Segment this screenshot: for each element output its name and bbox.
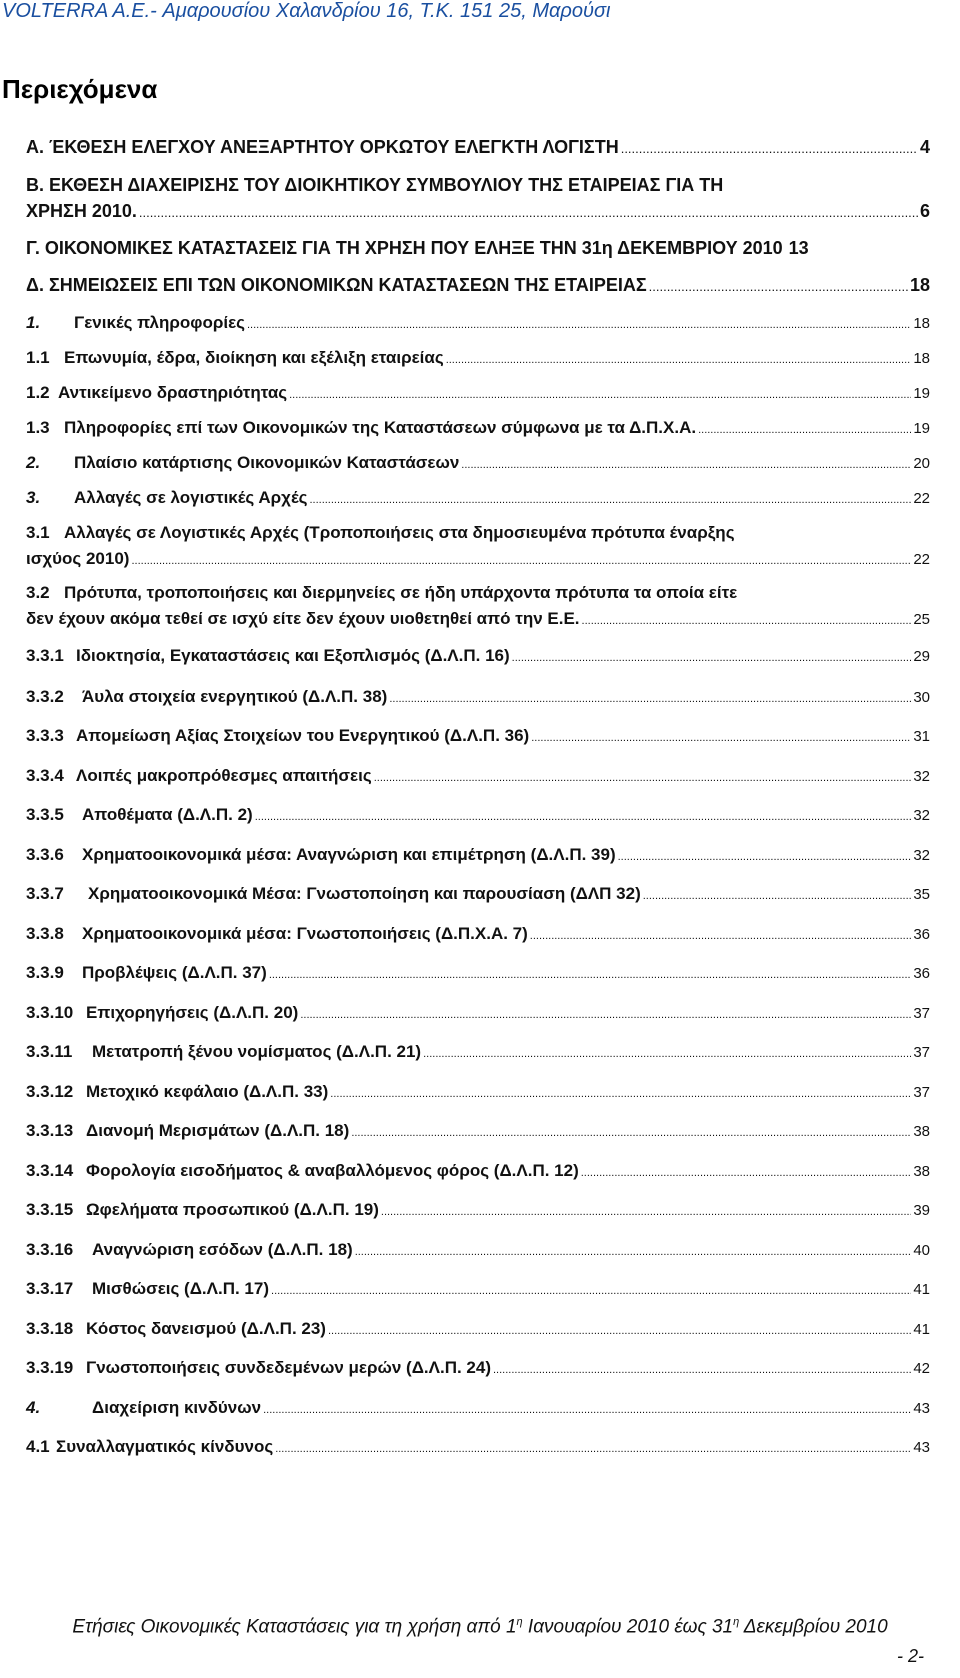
leader-dots (131, 548, 911, 574)
toc-page-number: 32 (913, 768, 930, 785)
toc-entry-text: Λοιπές μακροπρόθεσμες απαιτήσεις (76, 766, 372, 785)
leader-dots (309, 487, 911, 513)
toc-entry-number: 3. (26, 488, 41, 507)
toc-entry-3-3-10[interactable] (26, 1000, 930, 1028)
leader-dots (512, 645, 912, 671)
toc-page-number: 4 (919, 137, 930, 157)
toc-entry-number: 1. (26, 313, 41, 332)
toc-entry-number: 3.3.17 (26, 1279, 74, 1298)
toc-page-number: 22 (913, 551, 930, 568)
toc-entry-number: 3.3.12 (26, 1082, 74, 1101)
toc-entry-3-3-6[interactable] (26, 842, 930, 870)
toc-entry-text: Γενικές πληροφορίες (74, 313, 245, 332)
toc-entry-text: Γ. ΟΙΚΟΝΟΜΙΚΕΣ ΚΑΤΑΣΤΑΣΕΙΣ ΓΙΑ ΤΗ ΧΡΗΣΗ ΠΟΥ ΕΛΗΞΕ ΤΗΝ 31η ΔΕΚΕΜΒΡΙΟΥ 2010 (26, 238, 783, 258)
toc-entry-number: 3.3.13 (26, 1121, 74, 1140)
toc-entry-text: Χρηματοοικονομικά μέσα: Αναγνώριση και επιμέτρηση (Δ.Λ.Π. 39) (82, 845, 616, 864)
toc-entry-number: 1.2 (26, 383, 50, 402)
leader-dots (643, 883, 912, 909)
toc-entry-text-cont: ΧΡΗΣΗ 2010. (26, 201, 137, 221)
toc-entry-text: Άυλα στοιχεία ενεργητικού (Δ.Λ.Π. 38) (82, 687, 388, 706)
toc-entry-text: Πλαίσιο κατάρτισης Οικονομικών Καταστάσεων (74, 453, 460, 472)
page-title: Περιεχόμενα (2, 74, 158, 104)
leader-dots (530, 923, 912, 949)
footer-text-part3: Δεκεμβρίου 2010 (739, 1616, 888, 1638)
leader-dots (582, 608, 912, 634)
toc-page-number: 36 (913, 965, 930, 982)
leader-dots (275, 1436, 911, 1462)
page-number: - 2- (897, 1646, 924, 1666)
toc-page-number: 6 (919, 201, 930, 221)
toc-page-number: 38 (913, 1123, 930, 1140)
toc-page-number: 13 (788, 238, 809, 258)
toc-entry-b[interactable] (26, 172, 930, 226)
toc-entry-number: 3.3.4 (26, 766, 64, 785)
toc-entry-3-3-4[interactable] (26, 763, 930, 791)
toc-page-number: 35 (913, 886, 930, 903)
leader-dots (247, 312, 911, 338)
leader-dots (271, 1278, 911, 1304)
toc-entry-text: Επιχορηγήσεις (Δ.Λ.Π. 20) (86, 1003, 299, 1022)
toc-entry-text: Αναγνώριση εσόδων (Δ.Λ.Π. 18) (92, 1240, 353, 1259)
document-header: VOLTERRA A.E.- Αμαρουσίου Χαλανδρίου 16, Τ.Κ. 151 25, Μαρούσι (2, 0, 611, 22)
leader-dots (263, 1397, 911, 1423)
toc-entry-number: 3.3.15 (26, 1200, 74, 1219)
leader-dots (289, 382, 911, 408)
leader-dots (355, 1239, 912, 1265)
toc-entry-4[interactable] (26, 1395, 930, 1423)
toc-entry-text: Β. ΕΚΘΕΣΗ ΔΙΑΧΕΙΡΙΣΗΣ ΤΟΥ ΔΙΟΙΚΗΤΙΚΟΥ ΣΥΜΒΟΥΛΙΟΥ ΤΗΣ ΕΤΑΙΡΕΙΑΣ ΓΙΑ ΤΗ (26, 175, 724, 195)
toc-page-number: 22 (913, 490, 930, 507)
toc-entry-d[interactable] (26, 272, 930, 300)
toc-page-number: 18 (909, 275, 930, 295)
toc-entry-a[interactable] (26, 134, 930, 162)
toc-entry-2[interactable] (26, 450, 930, 478)
toc-entry-3-3-1[interactable] (26, 643, 930, 671)
leader-dots (621, 136, 918, 162)
toc-page-number: 19 (913, 420, 930, 437)
toc-entry-number: 2. (26, 453, 41, 472)
toc-page-number: 43 (913, 1400, 930, 1417)
toc-page-number: 37 (913, 1005, 930, 1022)
leader-dots (374, 765, 912, 791)
toc-entry-3-3-11[interactable] (26, 1039, 930, 1067)
leader-dots (581, 1160, 912, 1186)
toc-entry-text: Επωνυμία, έδρα, διοίκηση και εξέλιξη εταιρείας (64, 348, 444, 367)
toc-entry-3-1[interactable] (26, 520, 930, 574)
leader-dots (300, 1002, 911, 1028)
toc-entry-text: Χρηματοοικονομικά μέσα: Γνωστοποιήσεις (Δ.Π.Χ.Α. 7) (82, 924, 528, 943)
toc-entry-text: Δ. ΣΗΜΕΙΩΣΕΙΣ ΕΠΙ ΤΩΝ ΟΙΚΟΝΟΜΙΚΩΝ ΚΑΤΑΣΤΑΣΕΩΝ ΤΗΣ ΕΤΑΙΡΕΙΑΣ (26, 275, 647, 295)
toc-entry-1-3[interactable] (26, 415, 930, 443)
footer-text-part1: Ετήσιες Οικονομικές Καταστάσεις για τη χρήση από 1 (72, 1616, 517, 1638)
leader-dots (461, 452, 911, 478)
toc-entry-number: 3.1 (26, 523, 50, 542)
toc-entry-text: Προβλέψεις (Δ.Λ.Π. 37) (82, 963, 267, 982)
toc-entry-text-cont: δεν έχουν ακόμα τεθεί σε ισχύ είτε δεν έχουν υιοθετηθεί από την Ε.Ε. (26, 609, 580, 628)
toc-page-number: 32 (913, 807, 930, 824)
toc-entry-number: 3.3.1 (26, 646, 64, 665)
toc-entry-3-3-13[interactable] (26, 1118, 930, 1146)
toc-entry-text: Μετοχικό κεφάλαιο (Δ.Λ.Π. 33) (86, 1082, 329, 1101)
leader-dots (698, 417, 911, 443)
toc-entry-3-3-16[interactable] (26, 1237, 930, 1265)
leader-dots (618, 844, 912, 870)
toc-entry-text: Κόστος δανεισμού (Δ.Λ.Π. 23) (86, 1319, 326, 1338)
toc-entry-number: 3.3.8 (26, 924, 64, 943)
footer-superscript: η (733, 1616, 740, 1628)
toc-page-number: 37 (913, 1044, 930, 1061)
toc-entry-text: Μισθώσεις (Δ.Λ.Π. 17) (92, 1279, 270, 1298)
toc-entry-number: 1.3 (26, 418, 50, 437)
toc-entry-number: 4.1 (26, 1437, 50, 1456)
leader-dots (269, 962, 912, 988)
toc-entry-number: 3.3.18 (26, 1319, 74, 1338)
toc-entry-3-3-12[interactable] (26, 1079, 930, 1107)
leader-dots (389, 686, 911, 712)
toc-entry-text: Αντικείμενο δραστηριότητας (58, 383, 288, 402)
leader-dots (446, 347, 912, 373)
leader-dots (139, 200, 918, 226)
footer-text-part2: Ιανουαρίου 2010 έως 31 (522, 1616, 734, 1638)
toc-entry-text: Γνωστοποιήσεις συνδεδεμένων μερών (Δ.Λ.Π. 24) (86, 1358, 491, 1377)
toc-entry-number: 3.3.19 (26, 1358, 74, 1377)
toc-entry-text: Ωφελήματα προσωπικού (Δ.Λ.Π. 19) (86, 1200, 379, 1219)
toc-entry-3-3-14[interactable] (26, 1158, 930, 1186)
toc-entry-text: Χρηματοοικονομικά Μέσα: Γνωστοποίηση και παρουσίαση (ΔΛΠ 32) (88, 884, 641, 903)
leader-dots (328, 1318, 911, 1344)
toc-entry-3-3-19[interactable] (26, 1355, 930, 1383)
toc-page-number: 29 (913, 648, 930, 665)
toc-entry-number: 3.3.7 (26, 884, 64, 903)
toc-page-number: 39 (913, 1202, 930, 1219)
toc-entry-number: 1.1 (26, 348, 50, 367)
toc-entry-number: 3.3.3 (26, 726, 64, 745)
toc-entry-text: Συναλλαγματικός κίνδυνος (56, 1437, 274, 1456)
leader-dots (255, 804, 912, 830)
toc-entry-3-2[interactable] (26, 580, 930, 634)
toc-page-number: 40 (913, 1242, 930, 1259)
toc-entry-1-1[interactable] (26, 345, 930, 373)
toc-page-number: 19 (913, 385, 930, 402)
leader-dots (531, 725, 911, 751)
toc-entry-text: Απομείωση Αξίας Στοιχείων του Ενεργητικού (Δ.Λ.Π. 36) (76, 726, 530, 745)
toc-entry-number: 3.3.5 (26, 805, 64, 824)
toc-entry-text: Πληροφορίες επί των Οικονομικών της Καταστάσεων σύμφωνα με τα Δ.Π.Χ.Α. (64, 418, 697, 437)
toc-page-number: 38 (913, 1163, 930, 1180)
toc-entry-text: Αλλαγές σε Λογιστικές Αρχές (Τροποποιήσεις στα δημοσιευμένα πρότυπα έναρξης (64, 523, 735, 542)
toc-page-number: 41 (913, 1321, 930, 1338)
toc-entry-text-cont: ισχύος 2010) (26, 549, 130, 568)
leader-dots (493, 1357, 911, 1383)
toc-entry-3-3-17[interactable] (26, 1276, 930, 1304)
footer-superscript: η (516, 1616, 523, 1628)
toc-entry-text: Αλλαγές σε λογιστικές Αρχές (74, 488, 308, 507)
toc-page-number: 41 (913, 1281, 930, 1298)
toc-entry-number: 4. (26, 1398, 41, 1417)
toc-page-number: 31 (913, 728, 930, 745)
toc-entry-text: Α. ΈΚΘΕΣΗ ΕΛΕΓΧΟΥ ΑΝΕΞΑΡΤΗΤΟΥ ΟΡΚΩΤΟΥ ΕΛΕΓΚΤΗ ΛΟΓΙΣΤΗ (26, 137, 619, 157)
toc-entry-3-3-18[interactable] (26, 1316, 930, 1344)
toc-entry-number: 3.3.16 (26, 1240, 74, 1259)
leader-dots (351, 1120, 911, 1146)
toc-entry-4-1[interactable] (26, 1434, 930, 1462)
toc-entry-number: 3.3.11 (26, 1042, 73, 1061)
toc-entry-number: 3.3.10 (26, 1003, 74, 1022)
document-footer (0, 1616, 960, 1638)
toc-page-number: 18 (913, 315, 930, 332)
toc-entry-1-2[interactable] (26, 380, 930, 408)
toc-entry-3-3-9[interactable] (26, 960, 930, 988)
toc-page-number: 30 (913, 689, 930, 706)
toc-page-number: 43 (913, 1439, 930, 1456)
toc-entry-3-3-7[interactable] (26, 881, 930, 909)
toc-entry-number: 3.3.9 (26, 963, 64, 982)
toc-page-number: 25 (913, 611, 930, 628)
toc-entry-3-3-8[interactable] (26, 921, 930, 949)
toc-entry-3[interactable] (26, 485, 930, 513)
toc-page-number: 20 (913, 455, 930, 472)
toc-page-number: 32 (913, 847, 930, 864)
leader-dots (423, 1041, 911, 1067)
leader-dots (649, 274, 908, 300)
toc-entry-text: Διαχείριση κινδύνων (92, 1398, 262, 1417)
toc-entry-text: Διανομή Μερισμάτων (Δ.Λ.Π. 18) (86, 1121, 350, 1140)
toc-entry-c[interactable] (26, 235, 930, 261)
toc-entry-number: 3.3.6 (26, 845, 64, 864)
toc-entry-number: 3.2 (26, 583, 50, 602)
toc-page-number: 18 (913, 350, 930, 367)
toc-entry-text: Φορολογία εισοδήματος & αναβαλλόμενος φόρος (Δ.Λ.Π. 12) (86, 1161, 579, 1180)
toc-entry-text: Ιδιοκτησία, Εγκαταστάσεις και Εξοπλισμός (Δ.Λ.Π. 16) (76, 646, 510, 665)
toc-page-number: 42 (913, 1360, 930, 1377)
leader-dots (381, 1199, 911, 1225)
toc-entry-text: Πρότυπα, τροποποιήσεις και διερμηνείες σε ήδη υπάρχοντα πρότυπα τα οποία είτε (64, 583, 738, 602)
toc-entry-text: Αποθέματα (Δ.Λ.Π. 2) (82, 805, 253, 824)
toc-entry-number: 3.3.14 (26, 1161, 74, 1180)
toc-entry-3-3-3[interactable] (26, 723, 930, 751)
toc-page-number: 37 (913, 1084, 930, 1101)
toc-entry-3-3-2[interactable] (26, 684, 930, 712)
toc-entry-3-3-15[interactable] (26, 1197, 930, 1225)
toc-entry-1[interactable] (26, 310, 930, 338)
toc-entry-number: 3.3.2 (26, 687, 64, 706)
toc-entry-text: Μετατροπή ξένου νομίσματος (Δ.Λ.Π. 21) (92, 1042, 422, 1061)
toc-page-number: 36 (913, 926, 930, 943)
leader-dots (330, 1081, 911, 1107)
toc-entry-3-3-5[interactable] (26, 802, 930, 830)
